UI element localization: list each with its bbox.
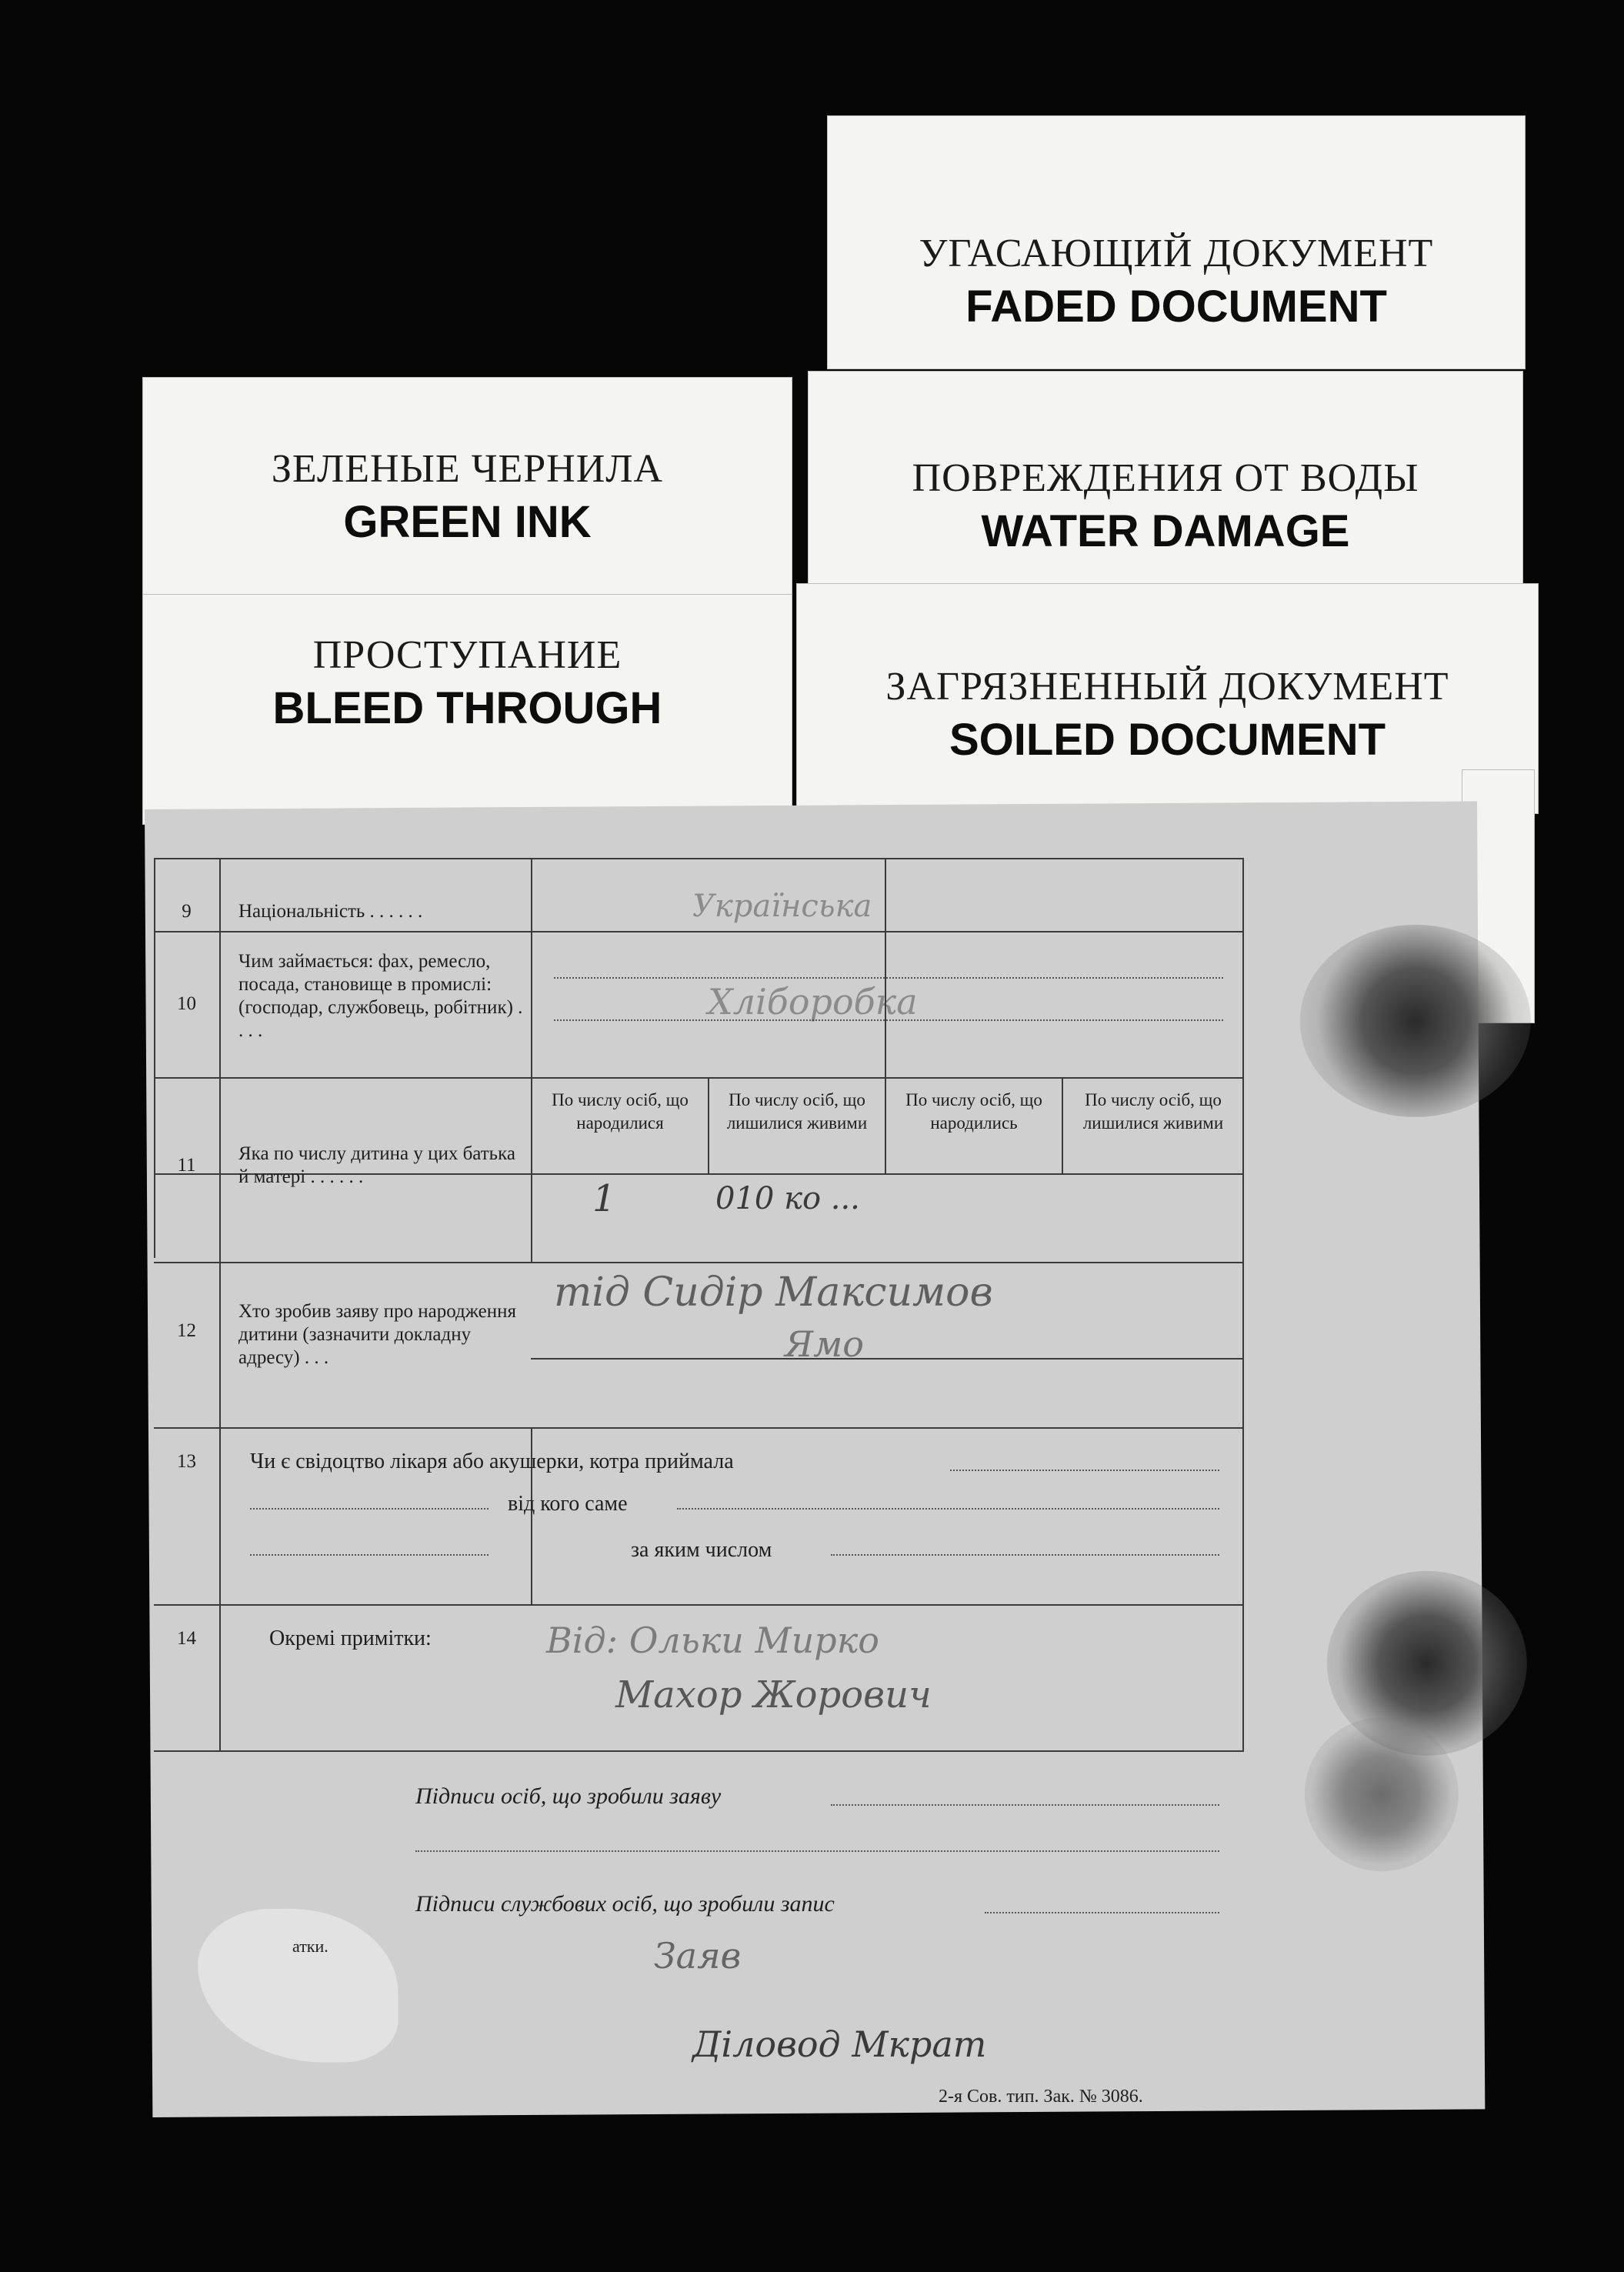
- label-en: GREEN INK: [343, 497, 592, 547]
- label-ru: ПРОСТУПАНИЕ: [312, 633, 622, 677]
- row-13-line-2: від кого саме: [508, 1492, 628, 1516]
- label-ru: ПОВРЕЖДЕНИЯ ОТ ВОДЫ: [912, 456, 1419, 500]
- row-13-line-1: Чи є свідоцтво лікаря або акушерки, котра приймала: [250, 1450, 734, 1473]
- label-ru: ЗЕЛЕНЫЕ ЧЕРНИЛА: [271, 447, 664, 491]
- row-11-header-1: По числу осіб, що народилися: [552, 1090, 689, 1133]
- row-13-line-3: за яким числом: [631, 1538, 772, 1562]
- row-14-value: Від: Ольки Мирко: [546, 1620, 879, 1661]
- printer-imprint: 2-я Сов. тип. Зак. № 3086.: [939, 2087, 1143, 2107]
- row-11-header-2: По числу осіб, що лишилися живими: [726, 1090, 868, 1133]
- row-14-value-2: Махор Жорович: [615, 1673, 932, 1717]
- label-ru: УГАСАЮЩИЙ ДОКУМЕНТ: [919, 232, 1434, 275]
- label-card-green-ink: [142, 377, 792, 608]
- row-10-label: Чим займається: фах, ремесло, посада, становище в промислі: (господар, службовець, робітник) . . . .: [238, 951, 523, 1041]
- soil-stain: [1299, 924, 1532, 1118]
- row-14-number: 14: [177, 1628, 196, 1649]
- row-12-label: Хто зробив заяву про народження дитини (зазначити докладну адресу) . . .: [238, 1301, 516, 1368]
- row-11-value-2: 010 ко ...: [715, 1181, 860, 1216]
- row-10-value: Хліборобка: [708, 981, 918, 1023]
- row-11-number: 11: [177, 1155, 196, 1176]
- row-13-number: 13: [177, 1451, 196, 1472]
- signature-1: Заяв: [654, 1935, 742, 1977]
- row-11-value-1: 1: [592, 1177, 616, 1220]
- birth-record-form: [154, 858, 1246, 2166]
- label-en: WATER DAMAGE: [981, 506, 1350, 556]
- torn-fragment-text: атки.: [292, 1937, 328, 1956]
- signatures-applicants-label: Підписи осіб, що зробили заяву: [415, 1783, 722, 1809]
- label-en: BLEED THROUGH: [272, 683, 662, 733]
- label-ru: ЗАГРЯЗНЕННЫЙ ДОКУМЕНТ: [885, 665, 1449, 709]
- signatures-officials-label: Підписи службових осіб, що зробили запис: [415, 1891, 835, 1917]
- signature-2: Діловод Мкрат: [692, 2023, 987, 2065]
- label-en: SOILED DOCUMENT: [949, 715, 1386, 765]
- row-11-label: Яка по числу дитина у цих батька й матері . . . . . .: [238, 1143, 515, 1187]
- label-en: FADED DOCUMENT: [965, 282, 1387, 332]
- row-9-label: Національність . . . . . .: [238, 901, 423, 922]
- row-9-value: Українська: [692, 889, 872, 924]
- row-11-header-4: По числу осіб, що лишилися живими: [1082, 1090, 1224, 1133]
- row-11-header-3: По числу осіб, що народились: [905, 1090, 1042, 1133]
- label-card-water-damage: [808, 371, 1523, 602]
- label-card-soiled: [796, 583, 1539, 814]
- row-14-label: Окремі примітки:: [269, 1626, 432, 1650]
- label-card-faded: [827, 115, 1526, 369]
- row-10-number: 10: [177, 993, 196, 1014]
- row-12-number: 12: [177, 1320, 196, 1341]
- label-card-bleed-through: [142, 594, 792, 825]
- row-12-value-2: Ямо: [785, 1323, 864, 1365]
- row-12-value: тід Сидір Максимов: [554, 1269, 993, 1316]
- row-9-number: 9: [182, 901, 192, 922]
- soil-stain: [1304, 1717, 1459, 1872]
